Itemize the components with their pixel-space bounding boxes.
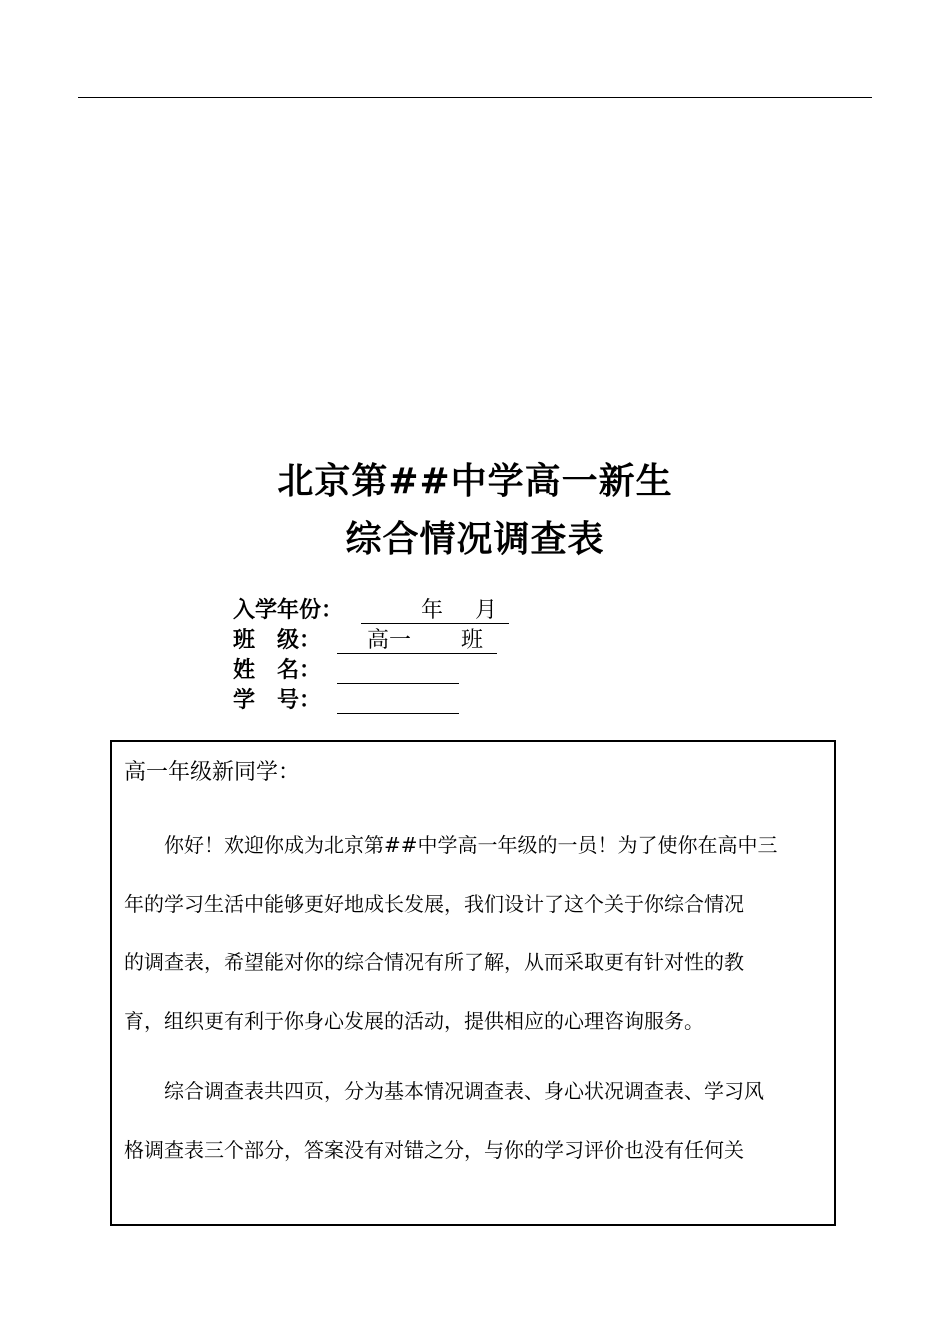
paragraph-1-line: 年的学习生活中能够更好地成长发展，我们设计了这个关于你综合情况 [124,891,744,916]
paragraph-2-line: 格调查表三个部分，答案没有对错之分，与你的学习评价也没有任何关 [124,1137,744,1162]
name-blank[interactable] [337,656,459,684]
document-title-line2: 综合情况调查表 [345,519,605,560]
class-unit: 班 [461,628,484,653]
document-title-line1: 北京第##中学高一新生 [277,461,673,502]
letter-paragraph-2 [124,1062,824,1179]
enroll-year-blank[interactable] [361,596,509,624]
paragraph-1-line: 的调查表，希望能对你的综合情况有所了解，从而采取更有针对性的教 [124,950,744,974]
enroll-year-label: 入学年份： [233,598,344,623]
welcome-letter-box [110,740,836,1226]
header-rule [78,97,872,98]
paragraph-2-line: 综合调查表共四页，分为基本情况调查表、身心状况调查表、学习风 [164,1079,764,1103]
paragraph-1-line: 育，组织更有利于你身心发展的活动，提供相应的心理咨询服务。 [124,1008,704,1033]
class-grade: 高一 [367,628,412,653]
enroll-year-unit: 年 [421,598,444,623]
student-id-label: 学 号： [233,688,322,713]
class-blank[interactable] [337,626,497,654]
letter-paragraph-1 [124,816,824,1050]
letter-greeting: 高一年级新同学： [124,760,301,785]
paragraph-1-line: 你好！欢迎你成为北京第##中学高一年级的一员！为了使你在高中三 [164,833,778,857]
student-id-blank[interactable] [337,686,459,714]
name-label: 姓 名： [233,658,322,683]
enroll-month-unit: 月 [475,598,498,623]
class-label: 班 级： [233,628,322,653]
